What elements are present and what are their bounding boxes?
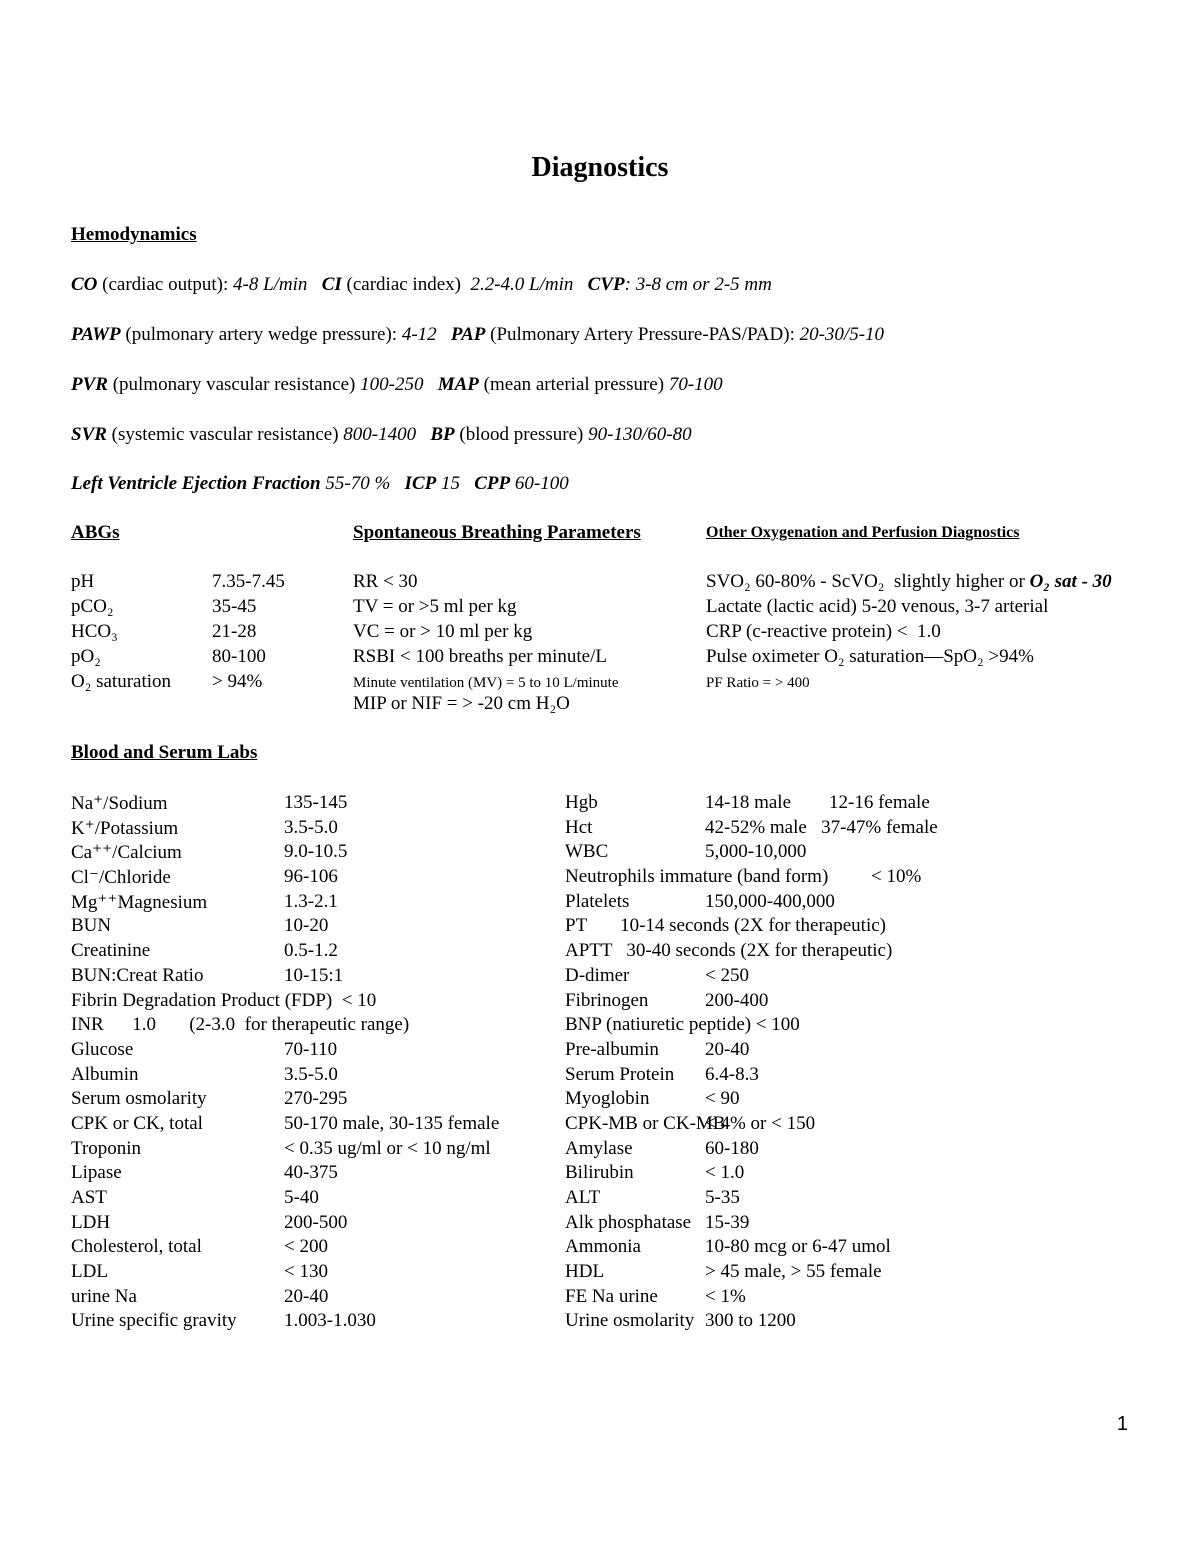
parameter-value: 70-100 xyxy=(668,374,723,395)
lab-value: < 4% or < 150 xyxy=(705,1112,816,1134)
parameter-name: Left Ventricle Ejection Fraction xyxy=(71,473,321,494)
abg-value: 21-28 xyxy=(212,621,257,642)
abg-name: O₂ saturation xyxy=(71,671,172,692)
lab-value: 150,000-400,000 xyxy=(705,890,835,912)
lab-value: 10-20 xyxy=(284,915,329,937)
lab-value: 40-375 xyxy=(284,1162,338,1184)
breathing-parameters-header: Spontaneous Breathing Parameters xyxy=(353,522,641,543)
parameter-name: PAP xyxy=(450,324,486,345)
page-title: Diagnostics xyxy=(531,152,669,183)
lab-name: Fibrin Degradation Product (FDP) < 10 xyxy=(71,989,377,1011)
lab-value: 10-80 mcg or 6-47 umol xyxy=(705,1236,891,1258)
parameter-name: PVR xyxy=(71,374,108,395)
lab-name: Neutrophils immature (band form) < 10% xyxy=(565,866,922,888)
hemodynamics-line xyxy=(71,473,569,495)
parameter-desc xyxy=(460,473,474,494)
lab-name: K⁺/Potassium xyxy=(71,817,179,839)
oxygenation-text: SVO₂ 60-80% - ScVO₂ slightly higher or xyxy=(706,571,1030,592)
lab-name: FE Na urine xyxy=(565,1285,658,1307)
lab-name: Hct xyxy=(565,816,593,838)
oxygenation-text: PF Ratio = > 400 xyxy=(706,675,810,691)
lab-value: 42-52% male 37-47% female xyxy=(705,816,938,838)
parameter-value: 100-250 xyxy=(360,374,424,395)
lab-name: Myoglobin xyxy=(565,1088,650,1110)
parameter-value: : 3-8 cm or 2-5 mm xyxy=(624,274,772,295)
parameter-name: PAWP xyxy=(71,324,121,345)
parameter-desc xyxy=(416,424,430,445)
parameter-name: CPP xyxy=(474,473,511,494)
lab-name: Pre-albumin xyxy=(565,1038,659,1060)
lab-name: Troponin xyxy=(71,1137,142,1159)
lab-name: LDH xyxy=(71,1211,111,1233)
parameter-desc xyxy=(573,274,587,295)
lab-name: CPK or CK, total xyxy=(71,1112,203,1134)
lab-value: 1.003-1.030 xyxy=(284,1310,376,1332)
lab-name: INR 1.0 (2-3.0 for therapeutic range) xyxy=(71,1014,410,1036)
lab-value: 270-295 xyxy=(284,1088,348,1110)
lab-name: Serum Protein xyxy=(565,1063,675,1085)
lab-value: 3.5-5.0 xyxy=(284,1063,338,1085)
abg-value: 7.35-7.45 xyxy=(212,571,285,592)
lab-name: Serum osmolarity xyxy=(71,1088,207,1110)
lab-value: 5-40 xyxy=(284,1187,319,1208)
parameter-desc: (pulmonary vascular resistance) xyxy=(107,374,361,395)
oxygenation-emphasis: O₂ sat - 30 xyxy=(1029,571,1112,592)
lab-name: APTT 30-40 seconds (2X for therapeutic) xyxy=(565,940,893,962)
abg-value: > 94% xyxy=(212,671,263,692)
breathing-parameter: TV = or >5 ml per kg xyxy=(353,596,517,617)
oxygenation-list xyxy=(706,571,1112,696)
hemodynamics-line xyxy=(71,424,692,446)
abg-value: 35-45 xyxy=(212,596,257,617)
lab-name: Amylase xyxy=(565,1137,633,1159)
parameter-desc: (cardiac index) xyxy=(341,274,471,295)
lab-value: 96-106 xyxy=(284,866,338,888)
oxygenation-row xyxy=(706,596,1112,621)
lab-name: BUN:Creat Ratio xyxy=(71,964,204,986)
lab-value: < 0.35 ug/ml or < 10 ng/ml xyxy=(284,1137,491,1159)
lab-name: CPK-MB or CK-MB xyxy=(565,1112,726,1134)
abg-name: pH xyxy=(71,571,95,592)
lab-value: 60-180 xyxy=(705,1137,759,1159)
parameter-name: BP xyxy=(430,424,455,445)
parameter-desc: (pulmonary artery wedge pressure): xyxy=(120,324,402,345)
breathing-parameter: VC = or > 10 ml per kg xyxy=(353,621,533,642)
lab-value: 15-39 xyxy=(705,1211,750,1233)
abg-value: 80-100 xyxy=(212,646,266,667)
oxygenation-row xyxy=(706,571,1112,596)
lab-name: BNP (natiuretic peptide) < 100 xyxy=(565,1014,800,1036)
parameter-value: 20-30/5-10 xyxy=(799,324,885,345)
parameter-desc: (mean arterial pressure) xyxy=(478,374,669,395)
lab-name: Hgb xyxy=(565,792,598,813)
lab-value: 1.3-2.1 xyxy=(284,890,338,912)
lab-name: Fibrinogen xyxy=(565,989,649,1011)
lab-value: 3.5-5.0 xyxy=(284,816,338,838)
lab-name: Ca⁺⁺/Calcium xyxy=(71,842,182,864)
lab-value: 10-15:1 xyxy=(284,964,344,986)
lab-value: < 1% xyxy=(705,1285,746,1307)
lab-name: Glucose xyxy=(71,1038,134,1060)
lab-value: 6.4-8.3 xyxy=(705,1063,759,1085)
lab-value: < 1.0 xyxy=(705,1162,745,1184)
hemodynamics-line xyxy=(71,274,772,296)
lab-value: 20-40 xyxy=(705,1038,750,1060)
lab-name: Na⁺/Sodium xyxy=(71,793,168,814)
lab-value: < 200 xyxy=(284,1236,328,1258)
parameter-desc xyxy=(437,324,451,345)
lab-name: ALT xyxy=(565,1187,601,1208)
parameter-name: CVP xyxy=(587,274,625,295)
parameter-name: ICP xyxy=(404,473,437,494)
parameter-value: 60-100 xyxy=(510,473,569,494)
lab-name: WBC xyxy=(565,841,609,863)
parameter-desc: (Pulmonary Artery Pressure-PAS/PAD): xyxy=(485,324,800,345)
lab-name: Urine specific gravity xyxy=(71,1310,237,1332)
parameter-desc xyxy=(307,274,321,295)
parameter-value: 55-70 % xyxy=(320,473,391,494)
lab-value: 70-110 xyxy=(284,1038,338,1060)
parameter-value: 4-12 xyxy=(401,324,437,345)
parameter-value: 15 xyxy=(436,473,460,494)
lab-value: < 250 xyxy=(705,964,749,986)
blood-labs-header: Blood and Serum Labs xyxy=(71,742,258,763)
breathing-parameters-list xyxy=(353,571,619,715)
lab-name: PT 10-14 seconds (2X for therapeutic) xyxy=(565,915,886,937)
parameter-name: SVR xyxy=(71,424,107,445)
breathing-parameter: RR < 30 xyxy=(353,571,418,592)
parameter-name: MAP xyxy=(437,374,479,395)
lab-value: 5-35 xyxy=(705,1187,740,1208)
lab-name: Bilirubin xyxy=(565,1162,634,1184)
oxygenation-text: CRP (c-reactive protein) < 1.0 xyxy=(706,621,941,642)
lab-value: 200-500 xyxy=(284,1211,348,1233)
hemodynamics-line xyxy=(71,374,723,396)
parameter-desc xyxy=(390,473,404,494)
parameter-name: CI xyxy=(321,274,342,295)
lab-value: 14-18 male 12-16 female xyxy=(705,792,930,813)
breathing-parameter: RSBI < 100 breaths per minute/L xyxy=(353,646,607,667)
oxygenation-row xyxy=(706,646,1112,671)
hemodynamics-header: Hemodynamics xyxy=(71,224,197,245)
lab-name: Cholesterol, total xyxy=(71,1236,202,1258)
lab-name: Mg⁺⁺Magnesium xyxy=(71,891,208,913)
parameter-value: 2.2-4.0 L/min xyxy=(470,274,574,295)
lab-name: Creatinine xyxy=(71,940,151,962)
hemodynamics-line xyxy=(71,324,884,346)
lab-value: 5,000-10,000 xyxy=(705,841,807,863)
lab-value: > 45 male, > 55 female xyxy=(705,1261,882,1283)
oxygenation-text: Lactate (lactic acid) 5-20 venous, 3-7 arterial xyxy=(706,596,1049,617)
lab-name: LDL xyxy=(71,1261,108,1283)
lab-name: D-dimer xyxy=(565,964,630,986)
lab-name: Cl⁻/Chloride xyxy=(71,867,171,889)
lab-name: urine Na xyxy=(71,1285,137,1307)
oxygenation-text: Pulse oximeter O₂ saturation—SpO₂ >94% xyxy=(706,646,1034,667)
lab-value: < 90 xyxy=(705,1088,740,1110)
lab-name: AST xyxy=(71,1187,107,1208)
lab-value: 20-40 xyxy=(284,1285,329,1307)
lab-name: Platelets xyxy=(565,890,630,912)
lab-name: Albumin xyxy=(71,1063,139,1085)
lab-value: 135-145 xyxy=(284,792,348,813)
abgs-header: ABGs xyxy=(71,522,120,543)
parameter-desc: (blood pressure) xyxy=(454,424,589,445)
oxygenation-header: Other Oxygenation and Perfusion Diagnostics xyxy=(706,524,1020,541)
abg-name: pCO₂ xyxy=(71,596,114,617)
lab-value: 0.5-1.2 xyxy=(284,940,338,962)
abg-name: HCO₃ xyxy=(71,621,118,642)
lab-value: < 130 xyxy=(284,1261,328,1283)
breathing-parameter: MIP or NIF = > -20 cm H₂O xyxy=(353,693,570,714)
lab-value: 300 to 1200 xyxy=(705,1310,796,1332)
parameter-desc xyxy=(423,374,437,395)
lab-value: 9.0-10.5 xyxy=(284,841,348,863)
lab-name: Alk phosphatase xyxy=(565,1211,692,1233)
parameter-desc: (systemic vascular resistance) xyxy=(106,424,344,445)
parameter-value: 4-8 L/min xyxy=(233,274,308,295)
lab-name: BUN xyxy=(71,915,112,937)
lab-name: HDL xyxy=(565,1261,605,1283)
lab-value: 50-170 male, 30-135 female xyxy=(284,1112,500,1134)
parameter-name: CO xyxy=(71,274,98,295)
abg-name: pO₂ xyxy=(71,646,101,667)
lab-name: Urine osmolarity xyxy=(565,1310,695,1332)
lab-name: Lipase xyxy=(71,1162,122,1184)
parameter-value: 90-130/60-80 xyxy=(588,424,692,445)
parameter-desc: (cardiac output): xyxy=(97,274,233,295)
page-number: 1 xyxy=(1116,1413,1128,1435)
lab-value: 200-400 xyxy=(705,989,769,1011)
oxygenation-row xyxy=(706,621,1112,646)
lab-name: Ammonia xyxy=(565,1236,641,1258)
parameter-value: 800-1400 xyxy=(343,424,417,445)
breathing-parameter: Minute ventilation (MV) = 5 to 10 L/minute xyxy=(353,675,619,691)
oxygenation-row xyxy=(706,671,1112,696)
